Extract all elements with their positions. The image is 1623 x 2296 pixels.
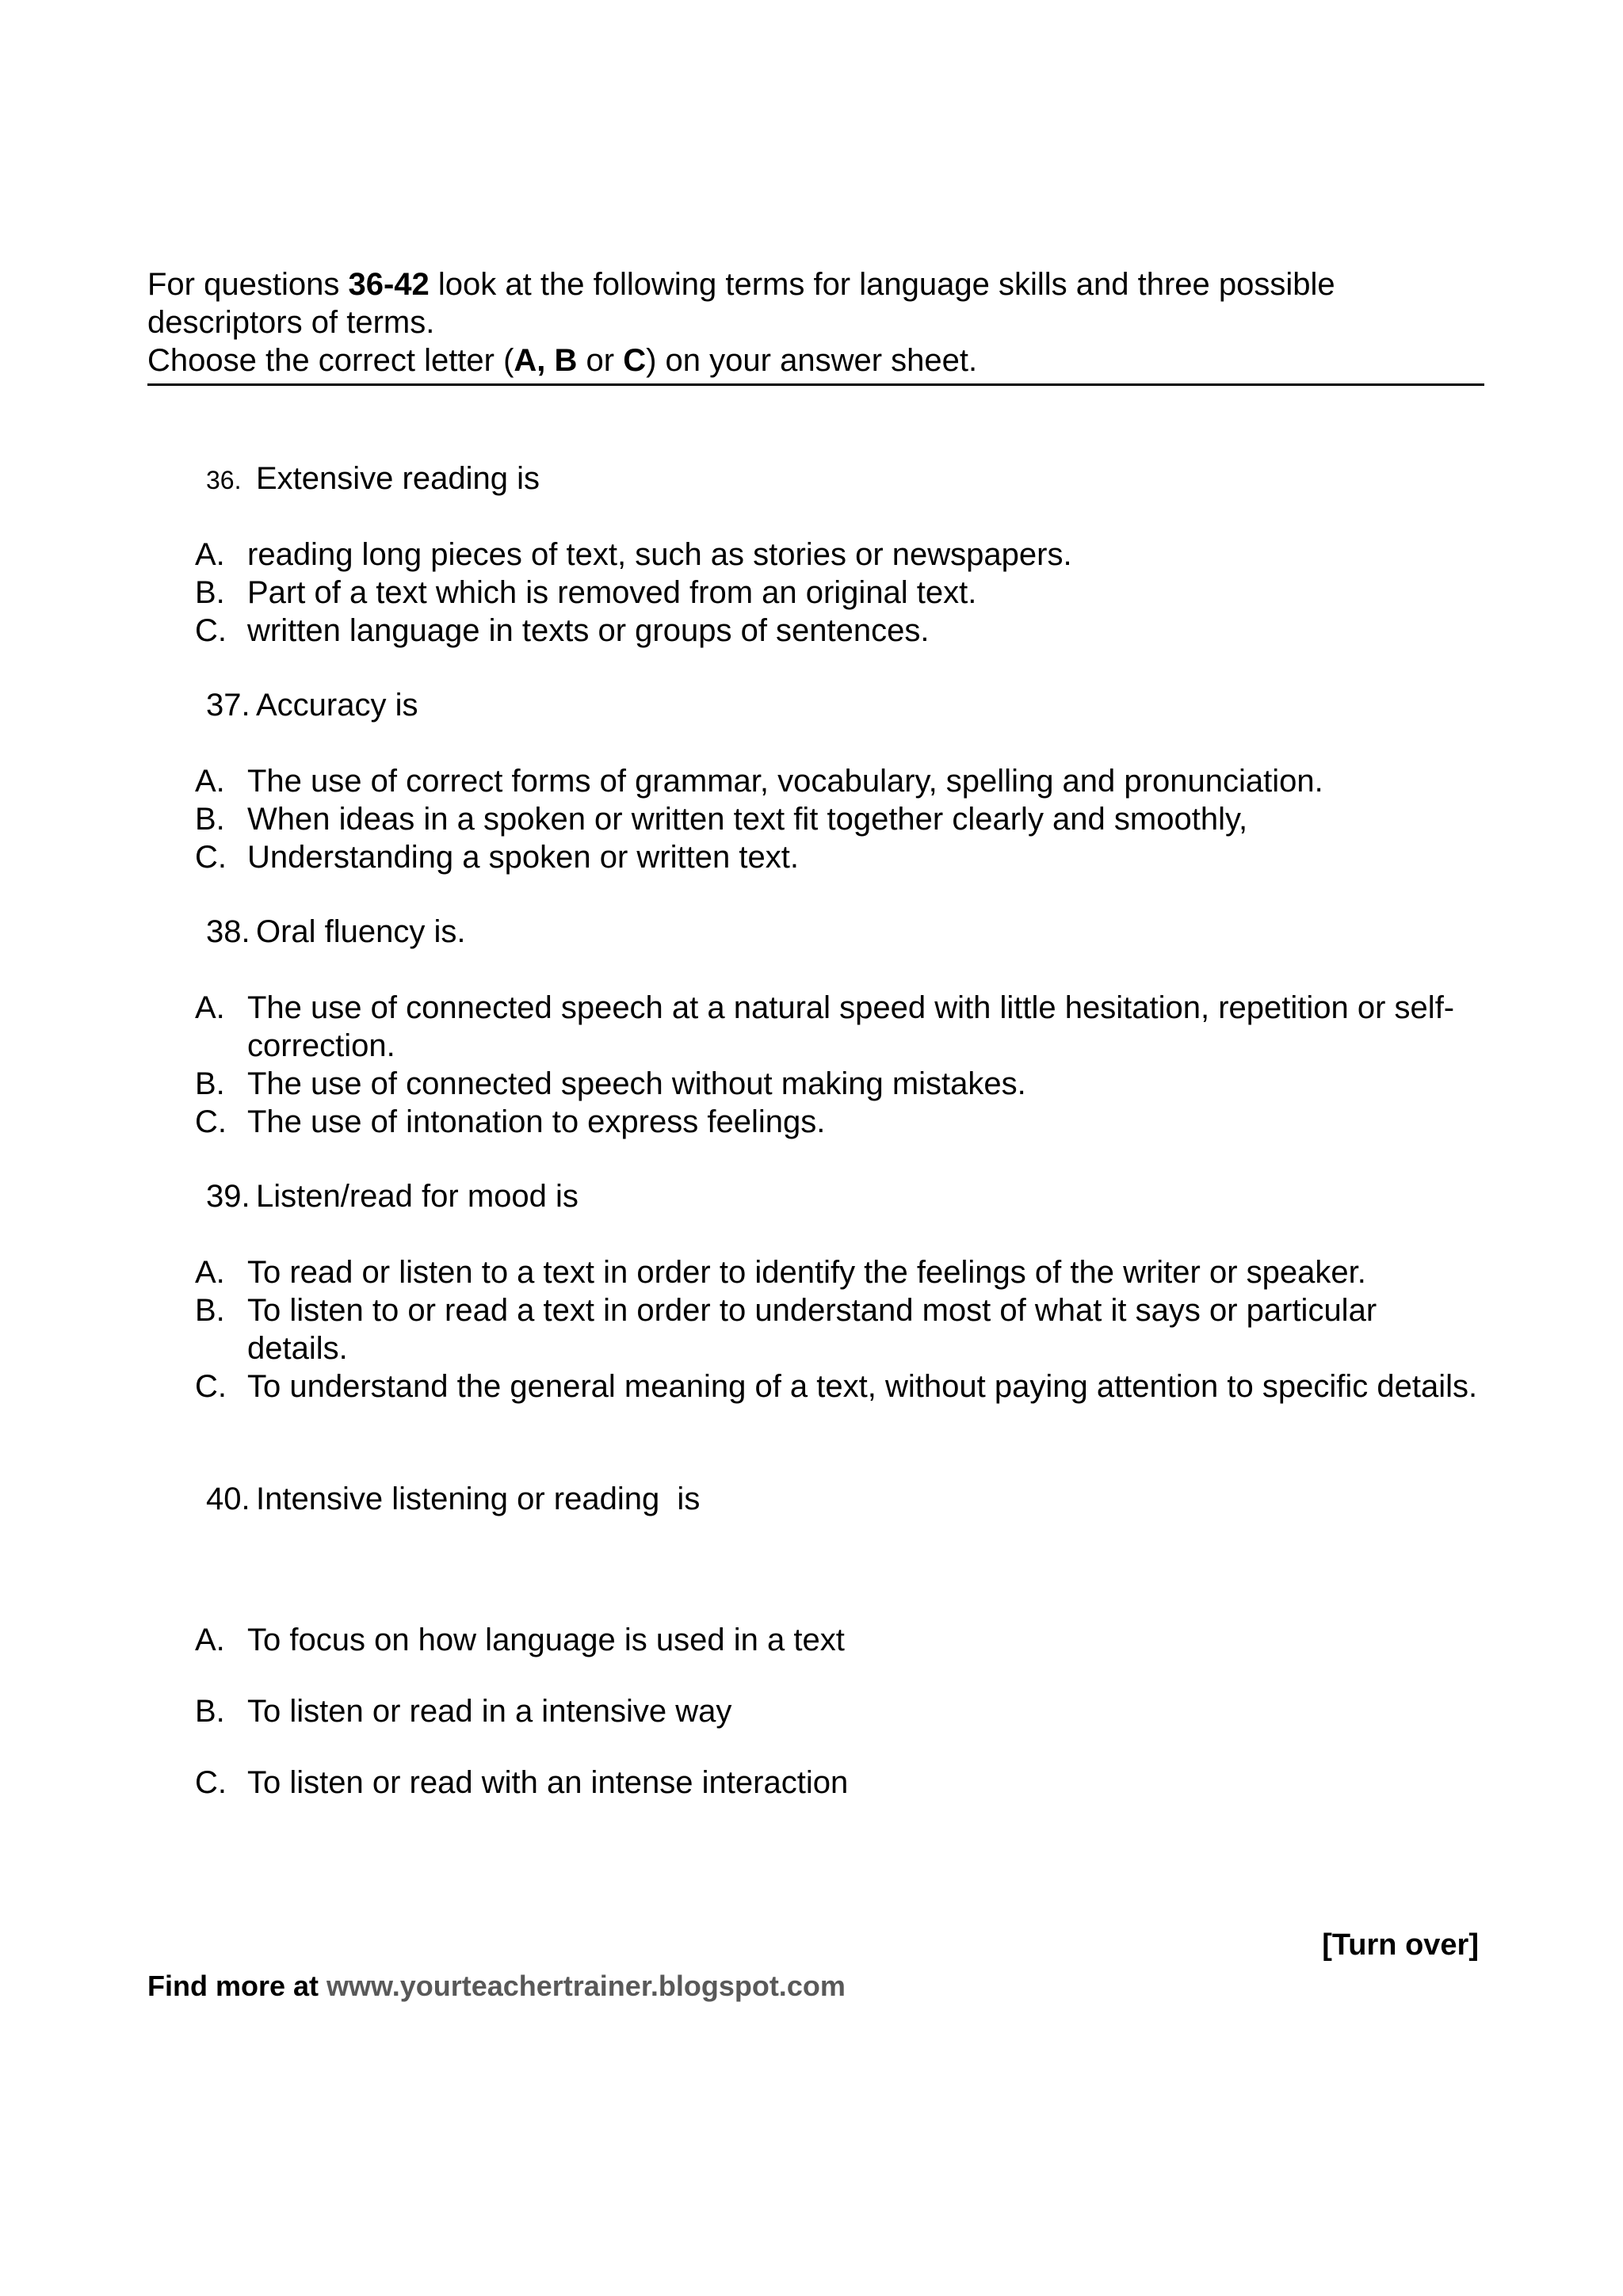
question-number: 40.	[206, 1482, 250, 1516]
option-c: C. Understanding a spoken or written text.	[195, 840, 799, 875]
question-37-options	[195, 762, 1479, 876]
instructions-line-2: Choose the correct letter (A, B or C) on your answer sheet.	[147, 343, 978, 378]
option-c: C. To listen or read with an intense interaction	[195, 1765, 849, 1800]
question-text: Extensive reading is	[256, 461, 540, 496]
option-b: B. To listen or read in a intensive way	[195, 1694, 732, 1729]
question-39-options	[195, 1253, 1479, 1405]
question-38-stem	[206, 913, 466, 951]
option-a: A. To read or listen to a text in order to identify the feelings of the writer or speaker.	[195, 1255, 1366, 1290]
question-text: Accuracy is	[256, 688, 418, 723]
option-a: A. reading long pieces of text, such as stories or newspapers.	[195, 537, 1072, 572]
question-text: Listen/read for mood is	[256, 1179, 579, 1214]
question-text: Oral fluency is.	[256, 914, 466, 949]
question-38-options	[195, 989, 1479, 1141]
question-40-stem	[206, 1480, 700, 1518]
question-36-options	[195, 536, 1479, 650]
question-text: Intensive listening or reading is	[256, 1482, 701, 1516]
instructions-divider	[147, 383, 1484, 386]
question-37-stem	[206, 686, 418, 724]
question-40-options	[195, 1621, 1479, 1835]
question-range: 36-42	[348, 267, 430, 302]
footer-prefix: Find more at	[147, 1970, 327, 2002]
option-b: B. Part of a text which is removed from an original text.	[195, 575, 977, 610]
option-b: B. The use of connected speech without making mistakes.	[195, 1066, 1026, 1101]
option-a: A. The use of correct forms of grammar, vocabulary, spelling and pronunciation.	[195, 764, 1323, 799]
question-number: 36.	[206, 466, 242, 494]
turn-over-note: [Turn over]	[1322, 1928, 1479, 1962]
option-a: A. The use of connected speech at a natural speed with little hesitation, repetition or self-correction.	[195, 990, 1455, 1063]
instructions-line-1: For questions 36-42 look at the following terms for language skills and three possible descriptors of terms.	[147, 267, 1335, 340]
question-number: 38.	[206, 914, 250, 949]
option-c: C. To understand the general meaning of a text, without paying attention to specific details.	[195, 1369, 1478, 1404]
option-c: C. written language in texts or groups of sentences.	[195, 613, 930, 648]
instructions	[147, 265, 1487, 379]
question-number: 39.	[206, 1179, 250, 1214]
question-number: 37.	[206, 688, 250, 723]
footer-url[interactable]: www.yourteachertrainer.blogspot.com	[327, 1970, 846, 2002]
option-b: B. When ideas in a spoken or written text fit together clearly and smoothly,	[195, 802, 1248, 837]
question-39-stem	[206, 1177, 579, 1215]
option-c: C. The use of intonation to express feelings.	[195, 1104, 826, 1139]
footer	[147, 1969, 846, 2004]
option-b: B. To listen to or read a text in order to understand most of what it says or particular details.	[195, 1293, 1377, 1366]
option-a: A. To focus on how language is used in a text	[195, 1623, 845, 1657]
question-36-stem	[206, 460, 540, 499]
